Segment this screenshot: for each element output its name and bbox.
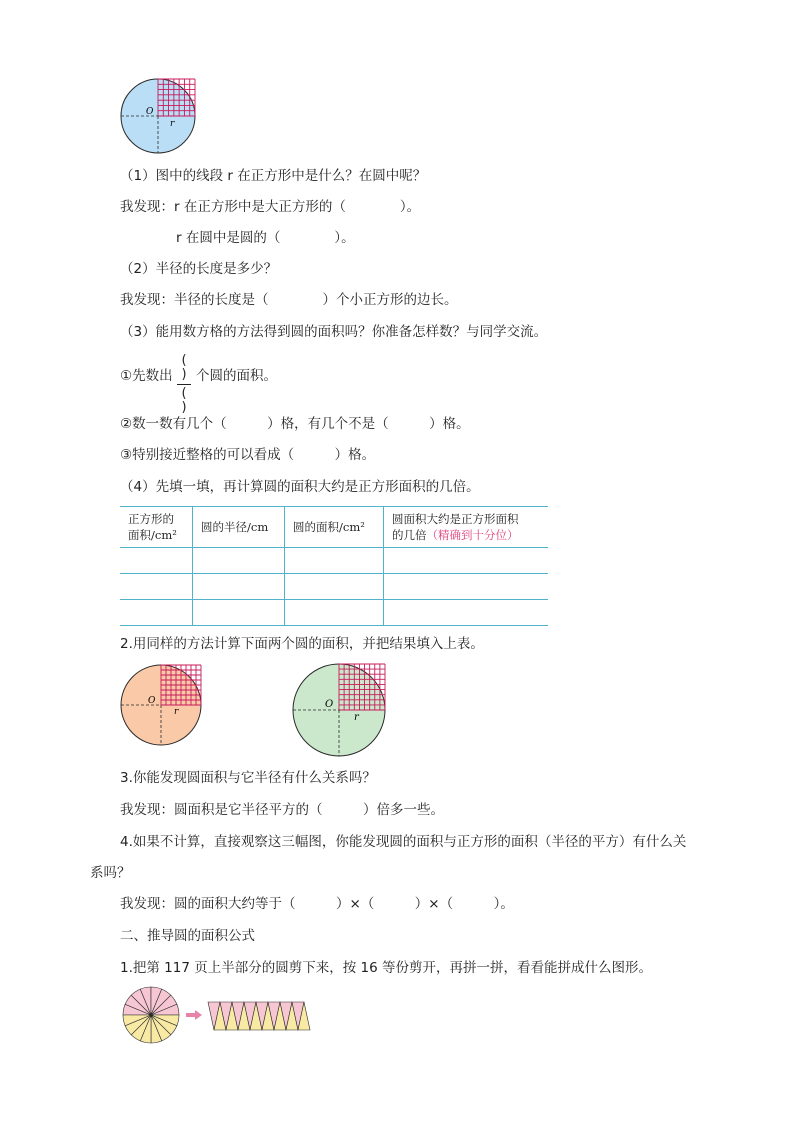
table-cell[interactable] (193, 600, 285, 626)
step-1-suffix: 个圆的面积。 (196, 368, 277, 384)
table-row (120, 548, 548, 574)
header-square-area: 正方形的 面积/cm² (120, 507, 193, 548)
center-label: O (148, 696, 156, 706)
table-row (120, 600, 548, 626)
table-cell[interactable] (384, 574, 549, 600)
question-4: （4）先填一填，再计算圆的面积大约是正方形面积的几倍。 (120, 479, 480, 495)
header-circle-area: 圆的面积/cm² (285, 507, 384, 548)
circle-figure-2 (120, 664, 204, 748)
question-2: （2）半径的长度是多少？ (120, 261, 278, 277)
radius-label: r (170, 119, 175, 129)
table-cell[interactable] (285, 574, 384, 600)
radius-label: r (354, 712, 359, 723)
center-label: O (146, 107, 154, 117)
header-radius: 圆的半径/cm (193, 507, 285, 548)
problem-3: 3.你能发现圆面积与它半径有什么关系吗？ (120, 770, 376, 786)
table-header-row (120, 507, 548, 548)
question-1-answer-1: 我发现：r 在正方形中是大正方形的（ ）。 (120, 199, 421, 215)
table-cell[interactable] (285, 600, 384, 626)
question-1: （1）图中的线段 r 在正方形中是什么？在圆中呢？ (120, 168, 427, 184)
fraction-bar (177, 384, 191, 385)
center-label: O (325, 699, 334, 710)
question-1-answer-2: r 在圆中是圆的（ ）。 (176, 230, 355, 246)
table-row (120, 574, 548, 600)
precision-note: （精确到十分位） (426, 528, 519, 542)
table-cell[interactable] (120, 548, 193, 574)
section-2-problem-1: 1.把第 117 页上半部分的圆剪下来，按 16 等份剪开，再拼一拼，看看能拼成什么图形。 (120, 960, 652, 976)
problem-2: 2.用同样的方法计算下面两个圆的面积，并把结果填入上表。 (120, 636, 484, 652)
sector-cut-figure (122, 985, 307, 1041)
table-cell[interactable] (120, 600, 193, 626)
question-2-answer: 我发现：半径的长度是（ ）个小正方形的边长。 (120, 292, 458, 308)
step-2: ②数一数有几个（ ）格，有几个不是（ ）格。 (120, 416, 470, 432)
arrow-right-icon (186, 1010, 202, 1020)
problem-4-line-1: 4.如果不计算，直接观察这三幅图，你能发现圆的面积与正方形的面积（半径的平方）有什么关 (120, 834, 687, 850)
fraction-numerator: ( ) (181, 353, 187, 382)
section-2-title: 二、推导圆的面积公式 (120, 928, 255, 944)
circle-figure-1 (120, 78, 200, 158)
table-cell[interactable] (193, 574, 285, 600)
step-3: ③特别接近整格的可以看成（ ）格。 (120, 447, 376, 463)
table-cell[interactable] (384, 548, 549, 574)
table-cell[interactable] (120, 574, 193, 600)
radius-label: r (174, 707, 179, 717)
header-ratio: 圆面积大约是正方形面积 的几倍（精确到十分位） (384, 507, 549, 548)
circle-figure-3 (292, 663, 388, 759)
table-cell[interactable] (285, 548, 384, 574)
problem-3-answer: 我发现：圆面积是它半径平方的（ ）倍多一些。 (120, 802, 444, 818)
question-3: （3）能用数方格的方法得到圆的面积吗？你准备怎样数？与同学交流。 (120, 324, 548, 340)
problem-4-line-2: 系吗？ (90, 865, 131, 881)
table-cell[interactable] (384, 600, 549, 626)
answer-table (120, 506, 548, 626)
step-1-prefix: ①先数出 (120, 368, 173, 384)
fraction-blank (177, 354, 191, 415)
problem-4-answer: 我发现：圆的面积大约等于（ ）×（ ）×（ ）。 (120, 896, 514, 912)
table-cell[interactable] (193, 548, 285, 574)
fraction-denominator: ( ) (181, 386, 187, 415)
